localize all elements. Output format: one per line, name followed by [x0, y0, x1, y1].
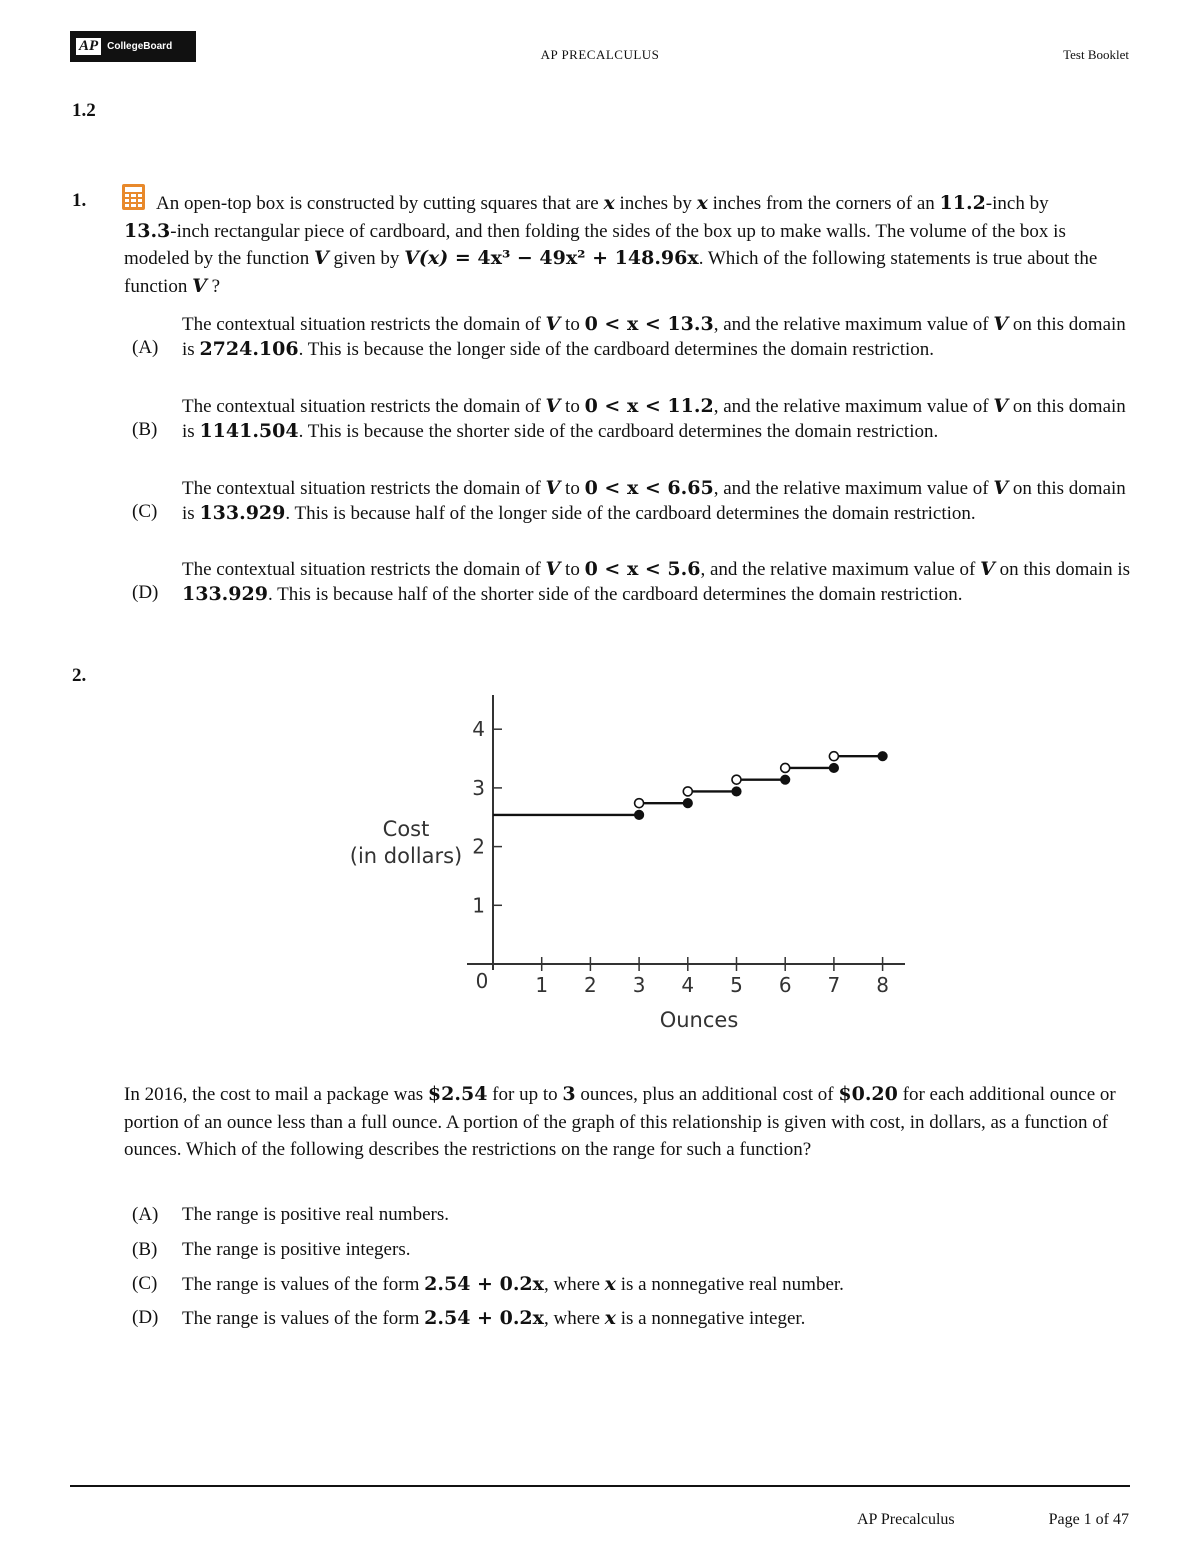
q2-option-b-letter[interactable]: (B)	[132, 1239, 158, 1260]
step-open-point-4	[732, 775, 741, 784]
step-open-point-6	[829, 752, 838, 761]
q2-option-d[interactable]: The range is values of the form 2.54 + 0.2x, where x is a nonnegative integer.	[182, 1307, 806, 1329]
x-tick-label-2: 2	[584, 973, 597, 997]
header-title: AP PRECALCULUS	[540, 47, 660, 62]
step-closed-point-6	[878, 752, 887, 761]
q2-option-a-letter[interactable]: (A)	[132, 1204, 159, 1225]
q2-option-b[interactable]: The range is positive integers.	[182, 1239, 411, 1260]
q1-option-b[interactable]: The contextual situation restricts the domain of V to 0 < x < 11.2, and the relative maximum value of V on this domain is 1141.504. This is because the shorter side of the cardboard determines the domain restriction.	[182, 395, 1126, 442]
question-2-number: 2.	[72, 665, 87, 686]
origin-label: 0	[475, 969, 489, 993]
step-closed-point-1	[635, 810, 644, 819]
q1-option-a[interactable]: The contextual situation restricts the domain of V to 0 < x < 13.3, and the relative maximum value of V on this domain is 2724.106. This is because the longer side of the cardboard determines the domain restriction.	[182, 313, 1126, 360]
y-axis-label-line2: (in dollars)	[349, 844, 463, 868]
x-tick-label-4: 4	[681, 973, 695, 997]
footer-course: AP Precalculus	[857, 1511, 955, 1528]
q2-option-c[interactable]: The range is values of the form 2.54 + 0.2x, where x is a nonnegative real number.	[182, 1273, 844, 1295]
logo-brand: CollegeBoard	[107, 41, 173, 52]
step-open-point-2	[635, 799, 644, 808]
x-tick-label-7: 7	[827, 973, 841, 997]
x-tick-label-1: 1	[535, 973, 549, 997]
q1-option-c[interactable]: The contextual situation restricts the domain of V to 0 < x < 6.65, and the relative maximum value of V on this domain is 133.929. This is because half of the longer side of the cardboard determines the domain restriction.	[182, 477, 1126, 524]
q2-option-a[interactable]: The range is positive real numbers.	[182, 1204, 449, 1225]
x-axis-label: Ounces	[659, 1008, 739, 1032]
q1-option-a-letter[interactable]: (A)	[132, 337, 159, 358]
q2-option-d-letter[interactable]: (D)	[132, 1307, 159, 1328]
x-tick-label-5: 5	[730, 973, 743, 997]
x-tick-label-8: 8	[876, 973, 889, 997]
q1-option-d-letter[interactable]: (D)	[132, 582, 159, 603]
step-closed-point-5	[829, 763, 838, 772]
question-2-stem: In 2016, the cost to mail a package was $2.54 for up to 3 ounces, plus an additional cost of $0.20 for each additional ounce or portion of an ounce less than a full ounce. A portion of the graph of this relationship is given with cost, in dollars, as a function of ounces. Which of the following describes the restrictions on the range for such a function?	[124, 1083, 1116, 1160]
y-tick-label-3: 3	[472, 775, 485, 800]
q1-option-b-letter[interactable]: (B)	[132, 419, 158, 440]
q2-option-c-letter[interactable]: (C)	[132, 1273, 158, 1294]
y-axis-label-line1: Cost	[382, 817, 430, 841]
y-tick-label-2: 2	[472, 834, 485, 859]
q1-option-c-letter[interactable]: (C)	[132, 501, 158, 522]
step-open-point-3	[683, 787, 692, 796]
q1-option-d[interactable]: The contextual situation restricts the domain of V to 0 < x < 5.6, and the relative maximum value of V on this domain is 133.929. This is because half of the shorter side of the cardboard determines the domain restriction.	[182, 558, 1130, 605]
x-tick-label-3: 3	[632, 973, 646, 997]
logo-ap: AP	[76, 38, 101, 55]
x-tick-label-6: 6	[778, 973, 792, 997]
y-tick-label-4: 4	[472, 717, 485, 742]
header-booklet: Test Booklet	[1063, 47, 1129, 62]
step-open-point-5	[781, 763, 790, 772]
question-1-stem: An open-top box is constructed by cutting squares that are x inches by x inches from the corners of an 11.2-inch by 13.3-inch rectangular piece of cardboard, and then folding the sides of the box up to make walls. The volume of the box is modeled by the function V given by V(x) = 4x³ − 49x² + 148.96x. Which of the following statements is true about the function V ?	[124, 192, 1098, 297]
footer-page-number: Page 1 of 47	[1048, 1511, 1129, 1528]
question-1-number: 1.	[72, 190, 87, 211]
footer-divider	[70, 1485, 1130, 1487]
step-closed-point-4	[781, 775, 790, 784]
cost-step-chart	[0, 680, 1200, 1080]
y-tick-label-1: 1	[472, 893, 485, 918]
step-closed-point-2	[683, 799, 692, 808]
step-closed-point-3	[732, 787, 741, 796]
section-number: 1.2	[72, 100, 96, 121]
